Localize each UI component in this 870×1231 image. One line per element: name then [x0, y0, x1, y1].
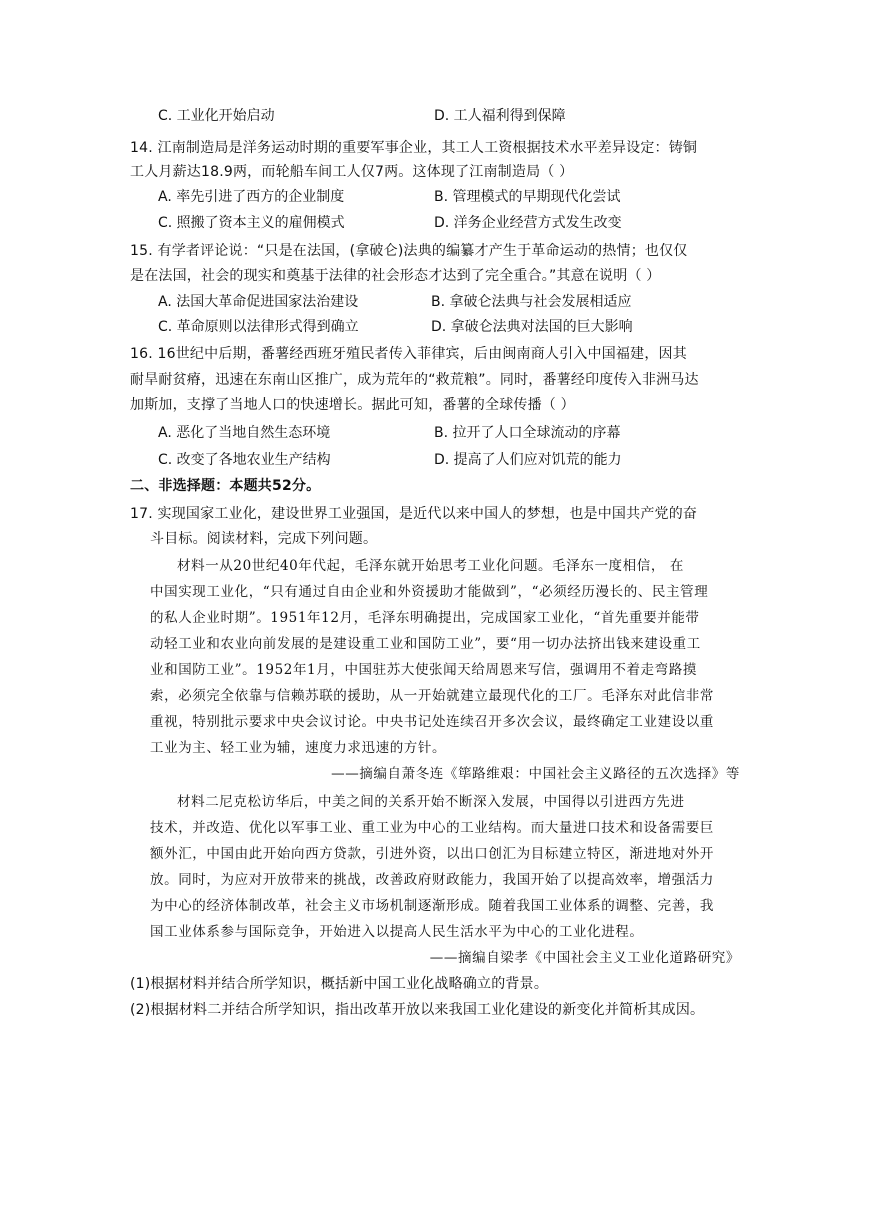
q16-stem-line-3: 加斯加，支撑了当地人口的快速增长。据此可知，番薯的全球传播（ ）	[130, 397, 575, 413]
material-2-source: ——摘编自梁孝《中国社会主义工业化道路研究》	[429, 950, 740, 966]
q14-option-b: B. 管理模式的早期现代化尝试	[434, 189, 621, 205]
material-1-line-5: 业和国防工业”。1952年1月，中国驻苏大使张闻天给周恩来写信，强调用不着走弯路摸	[150, 662, 697, 678]
q16-option-c: C. 改变了各地农业生产结构	[158, 452, 331, 468]
q14-stem-line-1: 14. 江南制造局是洋务运动时期的重要军事企业，其工人工资根据技术水平差异设定：铸铜	[130, 140, 698, 156]
material-1-line-2: 中国实现工业化，“只有通过自由企业和外资援助才能做到”，“必须经历漫长的、民主管理	[150, 584, 709, 600]
q15-stem-line-2: 是在法国，社会的现实和奠基于法律的社会形态才达到了完全重合。”其意在说明（ ）	[130, 268, 661, 284]
q17-intro-line-1: 17. 实现国家工业化，建设世界工业强国，是近代以来中国人的梦想，也是中国共产党的奋	[130, 506, 698, 522]
q17-subquestion-2: (2)根据材料二并结合所学知识，指出改革开放以来我国工业化建设的新变化并简析其成因。	[130, 1002, 705, 1018]
material-1-line-4: 动轻工业和农业向前发展的是建设重工业和国防工业”，要“用一切办法挤出钱来建设重工	[150, 636, 701, 652]
q14-option-c: C. 照搬了资本主义的雇佣模式	[158, 215, 345, 231]
material-1-line-3: 的私人企业时期”。1951年12月，毛泽东明确提出，完成国家工业化，“首先重要并能带	[150, 610, 700, 626]
q15-stem-line-1: 15. 有学者评论说：“只是在法国，(拿破仑)法典的编纂才产生于革命运动的热情；也仅仅	[130, 243, 688, 259]
material-1-source: ——摘编自萧冬连《筚路维艰：中国社会主义路径的五次选择》等	[331, 766, 740, 782]
material-1-line-1: 材料一从20世纪40年代起，毛泽东就开始思考工业化问题。毛泽东一度相信， 在	[177, 558, 684, 574]
q17-intro-line-2: 斗目标。阅读材料，完成下列问题。	[150, 531, 378, 547]
material-1-line-8: 工业为主、轻工业为辅，速度力求迅速的方针。	[150, 740, 447, 756]
q16-option-a: A. 恶化了当地自然生态环境	[158, 425, 331, 441]
section-2-heading: 二、非选择题：本题共52分。	[130, 478, 321, 494]
material-2-line-1: 材料二尼克松访华后，中美之间的关系开始不断深入发展，中国得以引进西方先进	[177, 794, 685, 810]
q17-subquestion-1: (1)根据材料并结合所学知识，概括新中国工业化战略确立的背景。	[130, 976, 549, 992]
q16-option-d: D. 提高了人们应对饥荒的能力	[434, 452, 622, 468]
q16-stem-line-2: 耐旱耐贫瘠，迅速在东南山区推广，成为荒年的“救荒粮”。同时，番薯经印度传入非洲马达	[130, 372, 699, 388]
q13-option-c: C. 工业化开始启动	[158, 108, 275, 124]
q15-option-c: C. 革命原则以法律形式得到确立	[158, 319, 359, 335]
q14-option-d: D. 洋务企业经营方式发生改变	[434, 215, 622, 231]
q16-option-b: B. 拉开了人口全球流动的序幕	[434, 425, 621, 441]
material-2-line-6: 国工业体系参与国际竞争，开始进入以提高人民生活水平为中心的工业化进程。	[150, 924, 644, 940]
q14-option-a: A. 率先引进了西方的企业制度	[158, 189, 345, 205]
material-1-line-6: 索，必须完全依靠与信赖苏联的援助，从一开始就建立最现代化的工厂。毛泽东对此信非常	[150, 688, 714, 704]
material-2-line-4: 放。同时，为应对开放带来的挑战，改善政府财政能力，我国开始了以提高效率，增强活力	[150, 872, 714, 888]
material-1-line-7: 重视，特别批示要求中央会议讨论。中央书记处连续召开多次会议，最终确定工业建设以重	[150, 714, 714, 730]
material-2-line-5: 为中心的经济体制改革，社会主义市场机制逐渐形成。随着我国工业体系的调整、完善，我	[150, 898, 714, 914]
material-2-line-3: 额外汇，中国由此开始向西方贷款，引进外资，以出口创汇为目标建立特区，渐进地对外开	[150, 846, 714, 862]
q15-option-b: B. 拿破仑法典与社会发展相适应	[431, 294, 632, 310]
q16-stem-line-1: 16. 16世纪中后期，番薯经西班牙殖民者传入菲律宾，后由闽南商人引入中国福建，因其	[130, 346, 687, 362]
q15-option-a: A. 法国大革命促进国家法治建设	[158, 294, 359, 310]
q13-option-d: D. 工人福利得到保障	[434, 108, 566, 124]
material-2-line-2: 技术，并改造、优化以军事工业、重工业为中心的工业结构。而大量进口技术和设备需要巨	[150, 820, 714, 836]
q14-stem-line-2: 工人月薪达18.9两，而轮船车间工人仅7两。这体现了江南制造局（ ）	[130, 164, 574, 180]
q15-option-d: D. 拿破仑法典对法国的巨大影响	[431, 319, 633, 335]
